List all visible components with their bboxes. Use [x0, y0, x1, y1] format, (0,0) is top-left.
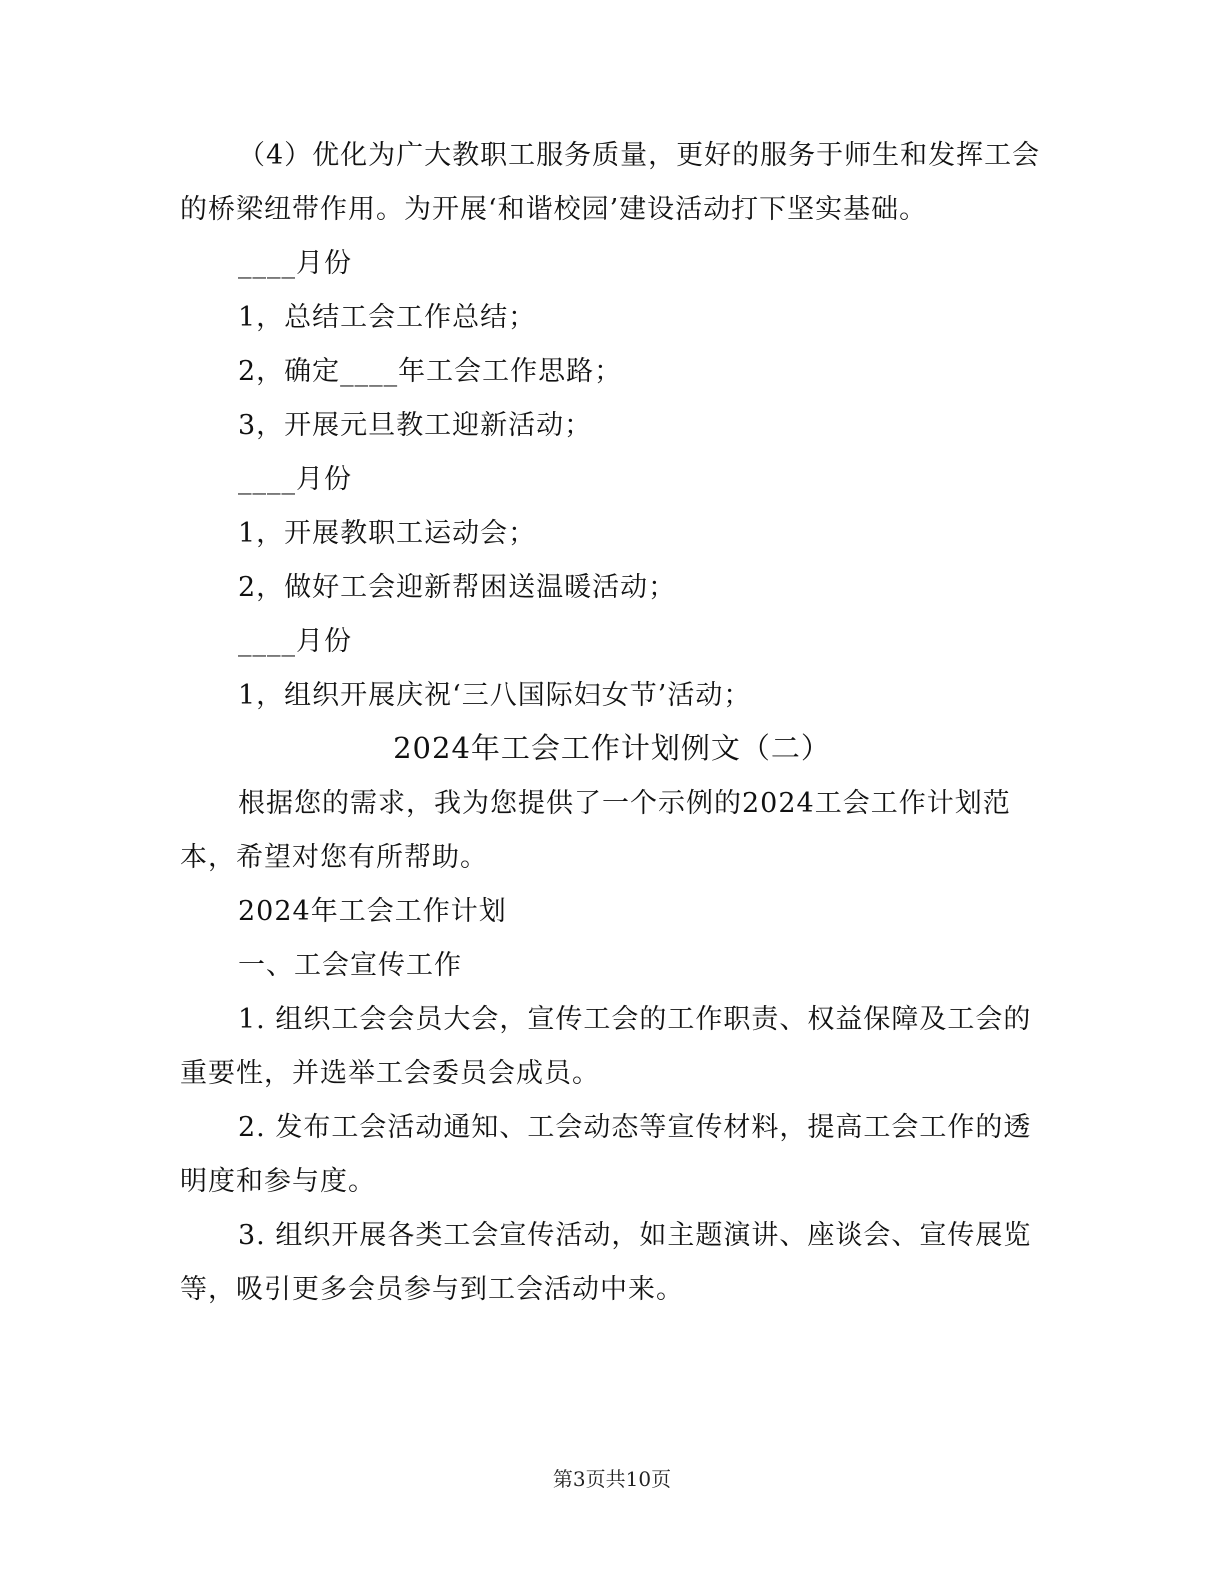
paragraph-line: （4）优化为广大教职工服务质量，更好的服务于师生和发挥工会 — [238, 140, 1041, 171]
paragraph-line: 根据您的需求，我为您提供了一个示例的2024工会工作计划范 — [238, 788, 1011, 819]
paragraph-line: 明度和参与度。 — [180, 1166, 376, 1197]
month-heading: ____月份 — [238, 248, 352, 279]
page-number-footer: 第3页共10页 — [552, 1467, 672, 1491]
month-heading: ____月份 — [238, 626, 352, 657]
section-title: 2024年工会工作计划例文（二） — [393, 731, 831, 765]
paragraph-line: 等，吸引更多会员参与到工会活动中来。 — [180, 1274, 684, 1305]
list-item: 1，总结工会工作总结； — [238, 302, 537, 333]
paragraph-line: 3. 组织开展各类工会宣传活动，如主题演讲、座谈会、宣传展览 — [238, 1220, 1032, 1251]
list-item: 1，组织开展庆祝‘三八国际妇女节’活动； — [238, 680, 752, 711]
paragraph-line: 重要性，并选举工会委员会成员。 — [180, 1058, 600, 1089]
list-item: 3，开展元旦教工迎新活动； — [238, 410, 593, 441]
paragraph-line: 2. 发布工会活动通知、工会动态等宣传材料，提高工会工作的透 — [238, 1112, 1032, 1143]
month-heading: ____月份 — [238, 464, 352, 495]
plan-title: 2024年工会工作计划 — [238, 896, 507, 927]
list-item: 2，确定____年工会工作思路； — [238, 356, 623, 387]
list-item: 2，做好工会迎新帮困送温暖活动； — [238, 572, 677, 603]
paragraph-line: 本，希望对您有所帮助。 — [180, 842, 488, 873]
paragraph-line: 1. 组织工会会员大会，宣传工会的工作职责、权益保障及工会的 — [238, 1004, 1032, 1035]
section-heading: 一、工会宣传工作 — [238, 950, 462, 981]
list-item: 1，开展教职工运动会； — [238, 518, 537, 549]
paragraph-line: 的桥梁纽带作用。为开展‘和谐校园’建设活动打下坚实基础。 — [180, 194, 928, 225]
